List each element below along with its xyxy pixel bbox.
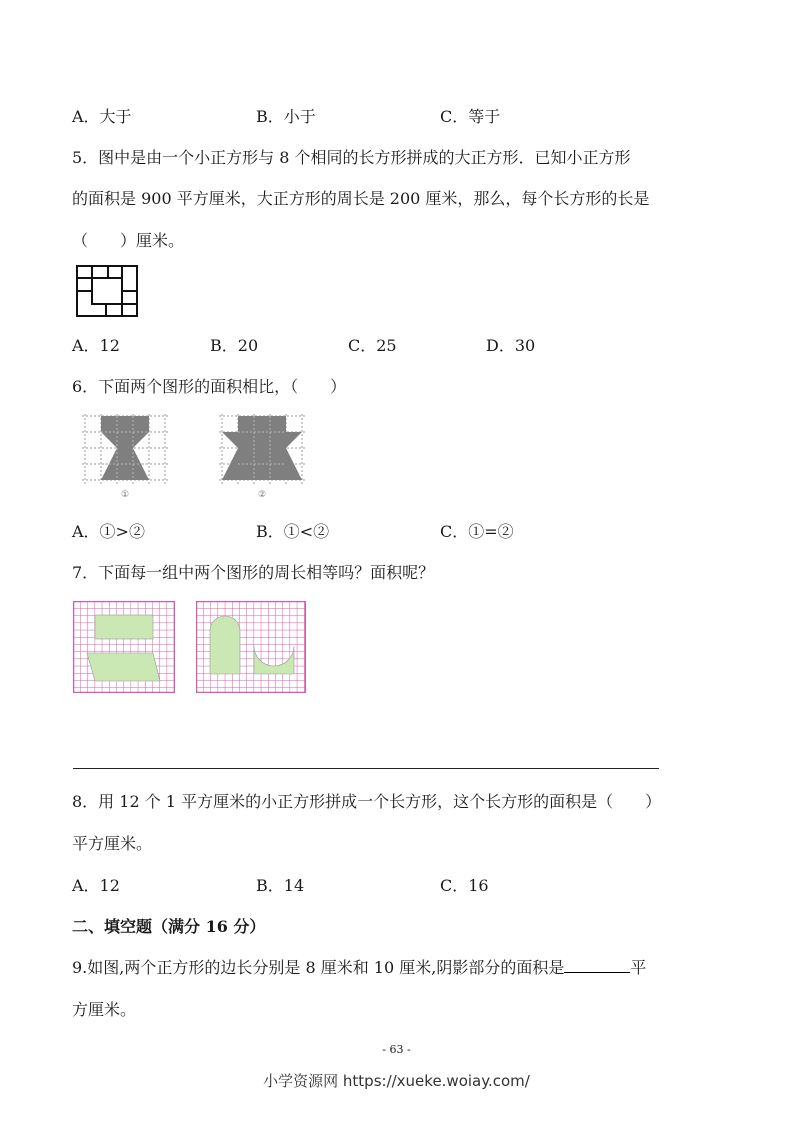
- q5-option-d: D．30: [486, 336, 536, 355]
- q8-option-c: C．16: [440, 876, 489, 895]
- q4-option-b: B．小于: [256, 107, 316, 126]
- q5-text-line3: （ ）厘米。: [72, 231, 185, 250]
- q6-figure-2: [219, 414, 305, 500]
- section-2-title: 二、填空题（满分 16 分）: [72, 917, 266, 936]
- q8-option-b: B．14: [256, 876, 305, 895]
- q5-text-line2: 的面积是 900 平方厘米，大正方形的周长是 200 厘米，那么，每个长方形的长是: [72, 189, 650, 208]
- q5-option-a: A．12: [72, 336, 120, 355]
- q8-text-line2: 平方厘米。: [72, 834, 153, 853]
- q5-text-line1: 5．图中是由一个小正方形与 8 个相同的长方形拼成的大正方形．已知小正方形: [72, 148, 631, 167]
- footer-source: 小学资源网 https://xueke.woiay.com/: [263, 1072, 530, 1090]
- q6-text: 6．下面两个图形的面积相比，（ ）: [72, 377, 347, 396]
- q8-option-a: A．12: [72, 876, 120, 895]
- q6-option-b: B．①<②: [256, 522, 330, 541]
- q6-figure-1: [82, 414, 168, 500]
- q5-option-b: B．20: [210, 336, 259, 355]
- q9-text-line1: [72, 958, 646, 978]
- answer-line: [73, 768, 659, 769]
- q4-option-c: C．等于: [440, 107, 501, 126]
- q5-option-c: C．25: [348, 336, 397, 355]
- q7-figure-group-2: [196, 601, 306, 693]
- q6-figure-2-label: ②: [258, 490, 267, 500]
- q5-square-figure: [76, 265, 138, 317]
- q8-text-line1: 8．用 12 个 1 平方厘米的小正方形拼成一个长方形，这个长方形的面积是（ ）: [72, 792, 662, 811]
- q6-figure-1-label: ①: [121, 490, 130, 500]
- page-number: - 63 -: [382, 1043, 411, 1056]
- q9-text-line2: 方厘米。: [72, 1000, 137, 1019]
- q6-option-a: A．①>②: [72, 522, 145, 541]
- q7-text: 7．下面每一组中两个图形的周长相等吗？面积呢？: [72, 563, 435, 582]
- q4-option-a: A．大于: [72, 107, 132, 126]
- q9-text-after-blank: 平: [630, 958, 647, 977]
- q6-option-c: C．①=②: [440, 522, 514, 541]
- q7-figure-group-1: [73, 601, 175, 693]
- q9-text-before-blank: 9.如图,两个正方形的边长分别是 8 厘米和 10 厘米,阴影部分的面积是: [72, 958, 565, 977]
- q9-answer-blank[interactable]: [564, 958, 630, 973]
